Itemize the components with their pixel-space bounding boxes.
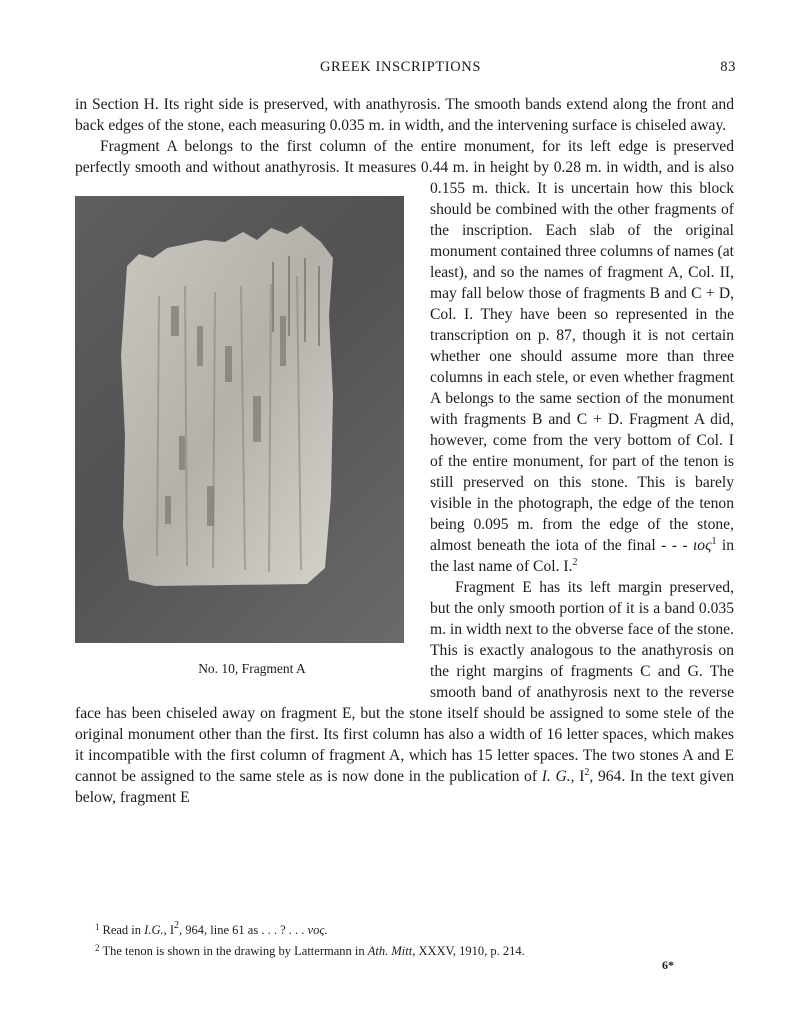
footnote-1 (95, 918, 715, 939)
footnote-1-text: Read in (102, 923, 145, 937)
body-text (75, 94, 734, 808)
paragraph-2 (75, 136, 735, 676)
figure-photo-fragment-a (75, 196, 414, 677)
citation-superscript: 2 (584, 767, 590, 778)
footnote-2-text: The tenon is shown in the drawing by Lattermann in (102, 944, 368, 958)
footnote-1-text-4: . (324, 923, 328, 937)
footnote-1-text-3: , 964, line 61 as . . . ? . . . (179, 923, 308, 937)
running-title: GREEK INSCRIPTIONS (319, 59, 482, 75)
inscribed-stone-photograph (75, 196, 404, 643)
citation-ig: I. G. (541, 768, 571, 785)
paragraph-2-continued: It is uncertain how this block should be combined with the other fragments of the inscription. Each slab of the original monument contained three columns of names (at least), and so the names of fragment A, Col. II, may fall below those of fragments B and C + D, Col. I. They have been so represented in the transcription on p. 87, though it is not certain whether one should assume more than three columns in each stele, or even whether fragment A belongs to the same section of the monument with fragments B and C + D. Fragment A did, however, come from the very bottom of Col. I of the entire monument, for part of the tenon is still preserved on this stone. This is barely visible in the photograph, the edge of the tenon being 0.095 m. from the edge of the stone, almost beneath the iota of the final - - - (430, 180, 735, 554)
footnote-1-ig: I.G. (144, 923, 164, 937)
paragraph-3-text-3: , 964. In the text given below, fragment E (75, 768, 734, 806)
greek-word-ios: ιος (692, 537, 712, 554)
footnote-ref-1: 1 (711, 536, 717, 547)
paragraph-1: in Section H. Its right side is preserved, with anathyrosis. The smooth bands extend along the front and back edges of the stone, each measuring 0.035 m. in width, and the intervening surface is chiseled away. (75, 96, 734, 134)
footnote-1-mark: 1 (95, 922, 100, 932)
page-number: 83 (720, 59, 736, 75)
footnote-2-mark: 2 (95, 943, 100, 953)
footnote-1-text-2: , I (163, 923, 175, 937)
paragraph-2-lead: Fragment A belongs to the first column of the entire monument, for its left edge is preserved perfectly smooth and without anathyrosis. It measures 0.44 m. in height by 0.28 m. in width, and is also 0.155 m. thick. (75, 138, 734, 197)
photo (75, 196, 404, 643)
paragraph-3-text: Fragment E has its left margin preserved, but the only smooth portion of it is a band 0.035 m. in width next to the obverse face of the stone. This is exactly analogous to the anathyrosis on the right margins of fragments C and G. The smooth band of anathyrosis next to the reverse face has been chiseled away on fragment E, but the stone itself should be assigned to some stele of the original monument other than the first. Its first column has also a width of 16 letter spaces, which makes it incompatible with the first column of fragment A, which has 15 letter spaces. The two stones A and E cannot be assigned to the same stele as is now done in the publication of (75, 579, 734, 785)
signature-mark: 6* (662, 958, 674, 972)
footnote-2 (95, 939, 715, 960)
running-head (0, 59, 801, 79)
footnote-2-journal: Ath. Mitt (367, 944, 413, 958)
footnote-1-sup: 2 (174, 920, 180, 931)
paragraph-2-end: in the last name of Col. I. (430, 537, 734, 575)
figure-caption: No. 10, Fragment A (198, 661, 306, 676)
footnotes (95, 918, 715, 960)
footnote-ref-2: 2 (572, 557, 578, 568)
footnote-1-greek: νος (307, 923, 325, 937)
paragraph-3-text-2: , I (570, 768, 585, 785)
footnote-2-text-2: , XXXV, 1910, p. 214. (412, 944, 525, 958)
